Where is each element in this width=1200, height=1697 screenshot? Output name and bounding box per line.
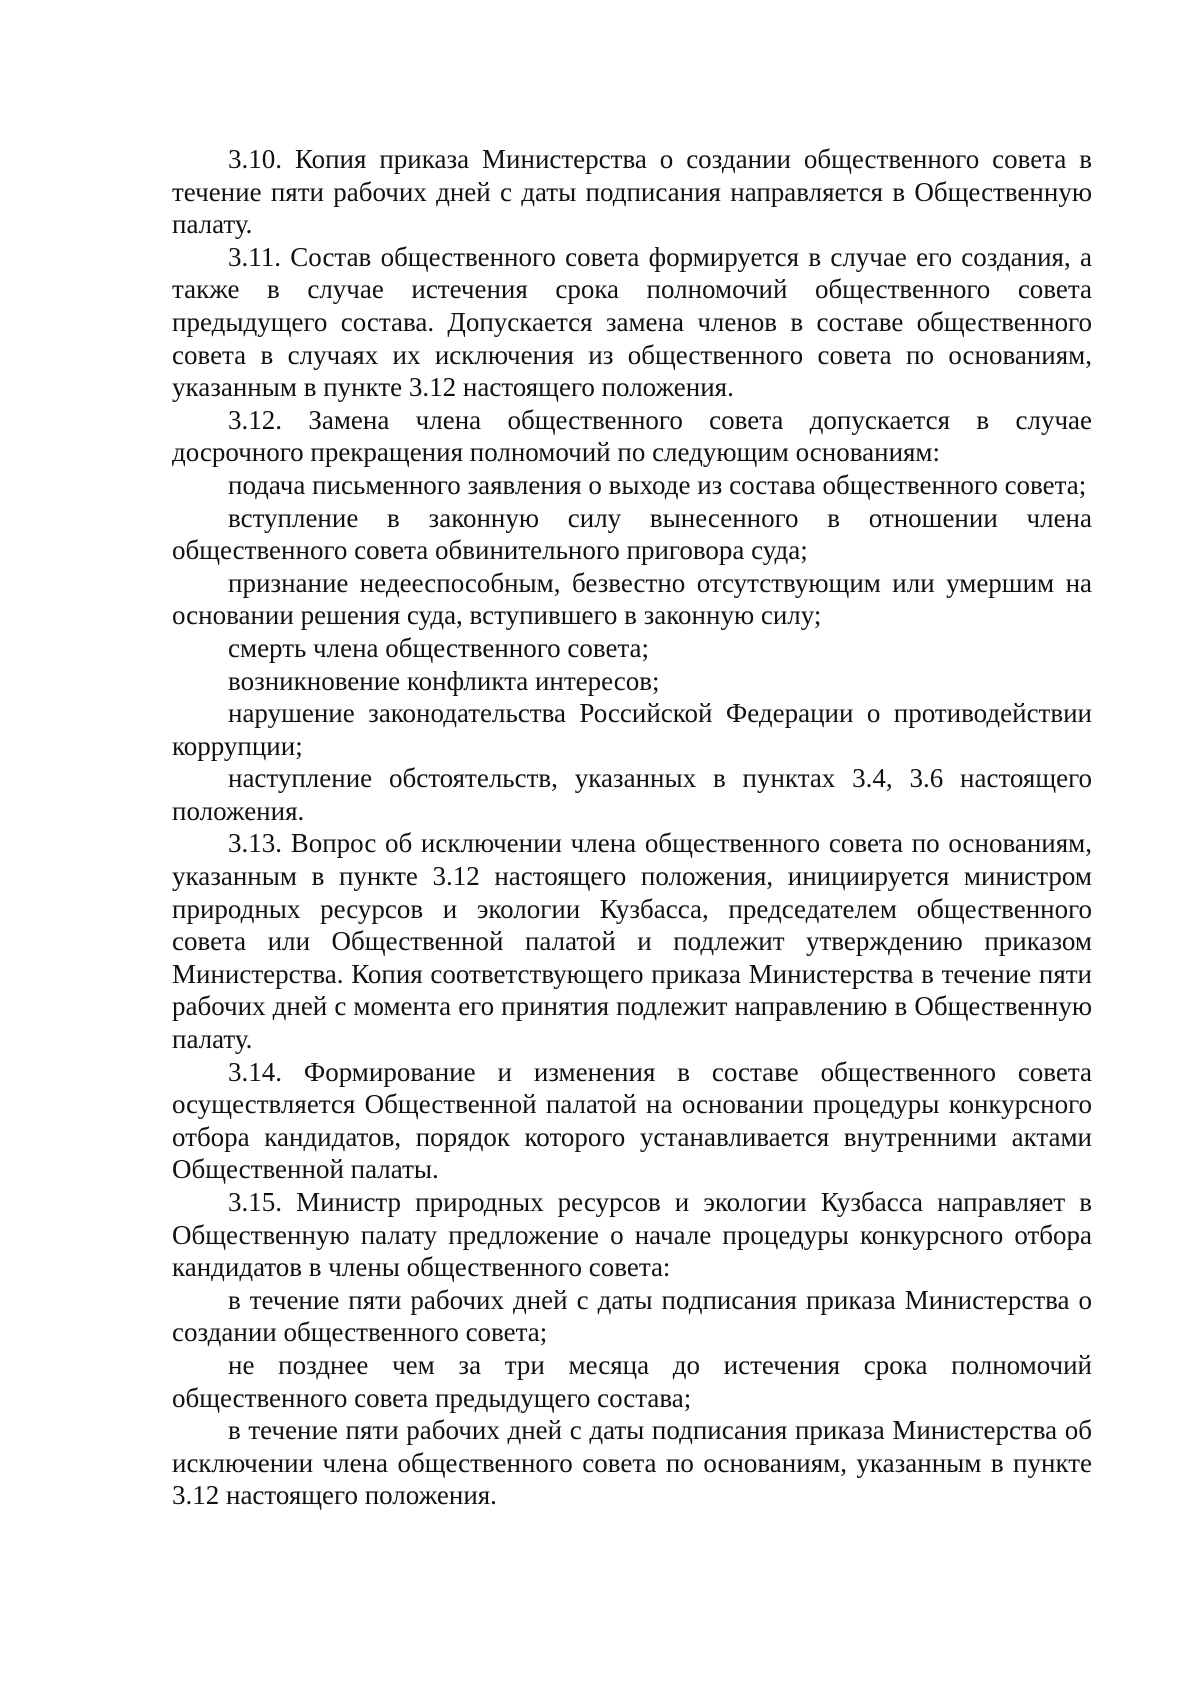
list-item-term-expiry: не позднее чем за три месяца до истечения срока полномочий общественного совета предыдущего состава;	[172, 1349, 1092, 1413]
list-item-death: смерть члена общественного совета;	[228, 632, 650, 663]
list-item-anticorruption-violation: нарушение законодательства Российской Федерации о противодействии коррупции;	[172, 698, 1092, 761]
paragraph-3-15: 3.15. Министр природных ресурсов и экологии Кузбасса направляет в Общественную палату предложение о начале процедуры конкурсного отбора кандидатов в члены общественного совета:	[172, 1187, 1092, 1283]
list-item-incapacity: признание недееспособным, безвестно отсутствующим или умершим на основании решения суда, вступившего в законную силу;	[172, 567, 1092, 631]
document-body	[172, 143, 1092, 1512]
list-item-exclusion-order: в течение пяти рабочих дней с даты подписания приказа Министерства об исключении члена общественного совета по основаниям, указанным в пункте 3.12 настоящего положения.	[172, 1415, 1092, 1511]
list-item-court-verdict: вступление в законную силу вынесенного в отношении члена общественного совета обвинительного приговора суда;	[172, 502, 1092, 566]
paragraph-3-10: 3.10. Копия приказа Министерства о создании общественного совета в течение пяти рабочих дней с даты подписания направляется в Общественную палату.	[172, 144, 1092, 240]
paragraph-3-11: 3.11. Состав общественного совета формируется в случае его создания, а также в случае истечения срока полномочий общественного совета предыдущего состава. Допускается замена членов в составе общественного совета в случаях их исключения из общественного совета по основаниям, указанным в пункте 3.12 настоящего положения.	[172, 241, 1092, 403]
list-item-circumstances: наступление обстоятельств, указанных в пунктах 3.4, 3.6 настоящего положения.	[172, 763, 1092, 826]
paragraph-3-13: 3.13. Вопрос об исключении члена общественного совета по основаниям, указанным в пункте 3.12 настоящего положения, инициируется министром природных ресурсов и экологии Кузбасса, председателем общественного совета или Общественной палатой и подлежит утверждению приказом Министерства. Копия соответствующего приказа Министерства в течение пяти рабочих дней с момента его принятия подлежит направлению в Общественную палату.	[172, 828, 1092, 1055]
paragraph-3-12: 3.12. Замена члена общественного совета допускается в случае досрочного прекращения полномочий по следующим основаниям:	[172, 404, 1092, 468]
list-item-creation-order: в течение пяти рабочих дней с даты подписания приказа Министерства о создании общественного совета;	[172, 1284, 1092, 1348]
paragraph-3-14: 3.14. Формирование и изменения в составе общественного совета осуществляется Общественной палатой на основании процедуры конкурсного отбора кандидатов, порядок которого устанавливается внутренними актами Общественной палаты.	[172, 1056, 1092, 1185]
list-item-written-statement: подача письменного заявления о выходе из состава общественного совета;	[228, 469, 1087, 500]
list-item-conflict-of-interest: возникновение конфликта интересов;	[228, 665, 660, 696]
